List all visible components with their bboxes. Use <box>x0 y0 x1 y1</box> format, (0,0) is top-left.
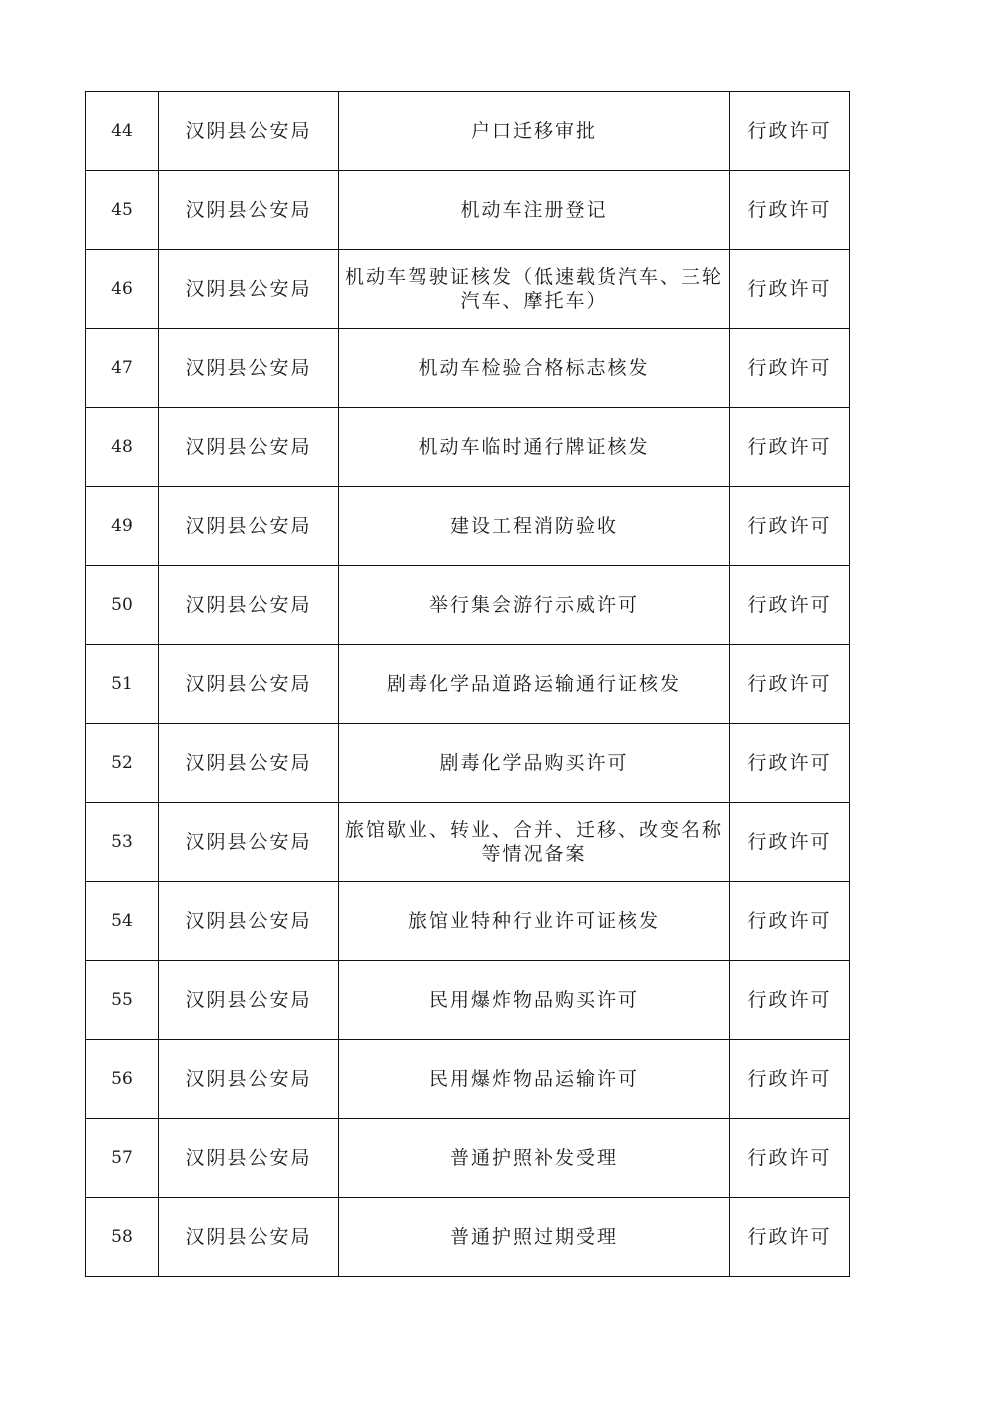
item-name-cell: 剧毒化学品道路运输通行证核发 <box>339 645 730 724</box>
table-row <box>86 803 850 882</box>
department-cell: 汉阴县公安局 <box>159 1198 339 1277</box>
item-name-cell: 机动车驾驶证核发（低速载货汽车、三轮汽车、摩托车） <box>339 250 730 329</box>
table-row <box>86 724 850 803</box>
row-number: 58 <box>86 1198 159 1277</box>
table-row <box>86 408 850 487</box>
table-row <box>86 882 850 961</box>
item-name-cell: 建设工程消防验收 <box>339 487 730 566</box>
item-name-cell: 旅馆歇业、转业、合并、迁移、改变名称等情况备案 <box>339 803 730 882</box>
table-row <box>86 566 850 645</box>
table-row <box>86 1198 850 1277</box>
item-name-cell: 旅馆业特种行业许可证核发 <box>339 882 730 961</box>
department-cell: 汉阴县公安局 <box>159 566 339 645</box>
row-number: 47 <box>86 329 159 408</box>
row-number: 52 <box>86 724 159 803</box>
department-cell: 汉阴县公安局 <box>159 171 339 250</box>
row-number: 57 <box>86 1119 159 1198</box>
row-number: 50 <box>86 566 159 645</box>
table-row <box>86 1119 850 1198</box>
row-number: 45 <box>86 171 159 250</box>
row-number: 51 <box>86 645 159 724</box>
table-row <box>86 961 850 1040</box>
item-type-cell: 行政许可 <box>730 250 850 329</box>
item-type-cell: 行政许可 <box>730 961 850 1040</box>
department-cell: 汉阴县公安局 <box>159 250 339 329</box>
row-number: 54 <box>86 882 159 961</box>
department-cell: 汉阴县公安局 <box>159 1119 339 1198</box>
table-row <box>86 250 850 329</box>
department-cell: 汉阴县公安局 <box>159 803 339 882</box>
department-cell: 汉阴县公安局 <box>159 724 339 803</box>
row-number: 56 <box>86 1040 159 1119</box>
item-type-cell: 行政许可 <box>730 329 850 408</box>
item-name-cell: 举行集会游行示威许可 <box>339 566 730 645</box>
item-type-cell: 行政许可 <box>730 1198 850 1277</box>
item-name-cell: 机动车临时通行牌证核发 <box>339 408 730 487</box>
department-cell: 汉阴县公安局 <box>159 882 339 961</box>
department-cell: 汉阴县公安局 <box>159 408 339 487</box>
table-row <box>86 329 850 408</box>
item-type-cell: 行政许可 <box>730 408 850 487</box>
permit-table-body <box>86 92 850 1277</box>
table-row <box>86 171 850 250</box>
department-cell: 汉阴县公安局 <box>159 1040 339 1119</box>
item-name-cell: 机动车检验合格标志核发 <box>339 329 730 408</box>
item-type-cell: 行政许可 <box>730 92 850 171</box>
table-row <box>86 487 850 566</box>
table-row <box>86 92 850 171</box>
item-type-cell: 行政许可 <box>730 882 850 961</box>
item-type-cell: 行政许可 <box>730 487 850 566</box>
table-row <box>86 1040 850 1119</box>
row-number: 53 <box>86 803 159 882</box>
item-type-cell: 行政许可 <box>730 1119 850 1198</box>
item-type-cell: 行政许可 <box>730 171 850 250</box>
item-name-cell: 机动车注册登记 <box>339 171 730 250</box>
department-cell: 汉阴县公安局 <box>159 487 339 566</box>
item-name-cell: 剧毒化学品购买许可 <box>339 724 730 803</box>
item-type-cell: 行政许可 <box>730 724 850 803</box>
item-type-cell: 行政许可 <box>730 803 850 882</box>
item-type-cell: 行政许可 <box>730 566 850 645</box>
item-name-cell: 民用爆炸物品购买许可 <box>339 961 730 1040</box>
row-number: 46 <box>86 250 159 329</box>
row-number: 55 <box>86 961 159 1040</box>
table-row <box>86 645 850 724</box>
item-name-cell: 普通护照过期受理 <box>339 1198 730 1277</box>
department-cell: 汉阴县公安局 <box>159 329 339 408</box>
item-type-cell: 行政许可 <box>730 645 850 724</box>
row-number: 48 <box>86 408 159 487</box>
department-cell: 汉阴县公安局 <box>159 92 339 171</box>
item-name-cell: 普通护照补发受理 <box>339 1119 730 1198</box>
item-name-cell: 户口迁移审批 <box>339 92 730 171</box>
row-number: 44 <box>86 92 159 171</box>
row-number: 49 <box>86 487 159 566</box>
item-name-cell: 民用爆炸物品运输许可 <box>339 1040 730 1119</box>
department-cell: 汉阴县公安局 <box>159 645 339 724</box>
permit-table <box>85 91 850 1277</box>
department-cell: 汉阴县公安局 <box>159 961 339 1040</box>
item-type-cell: 行政许可 <box>730 1040 850 1119</box>
